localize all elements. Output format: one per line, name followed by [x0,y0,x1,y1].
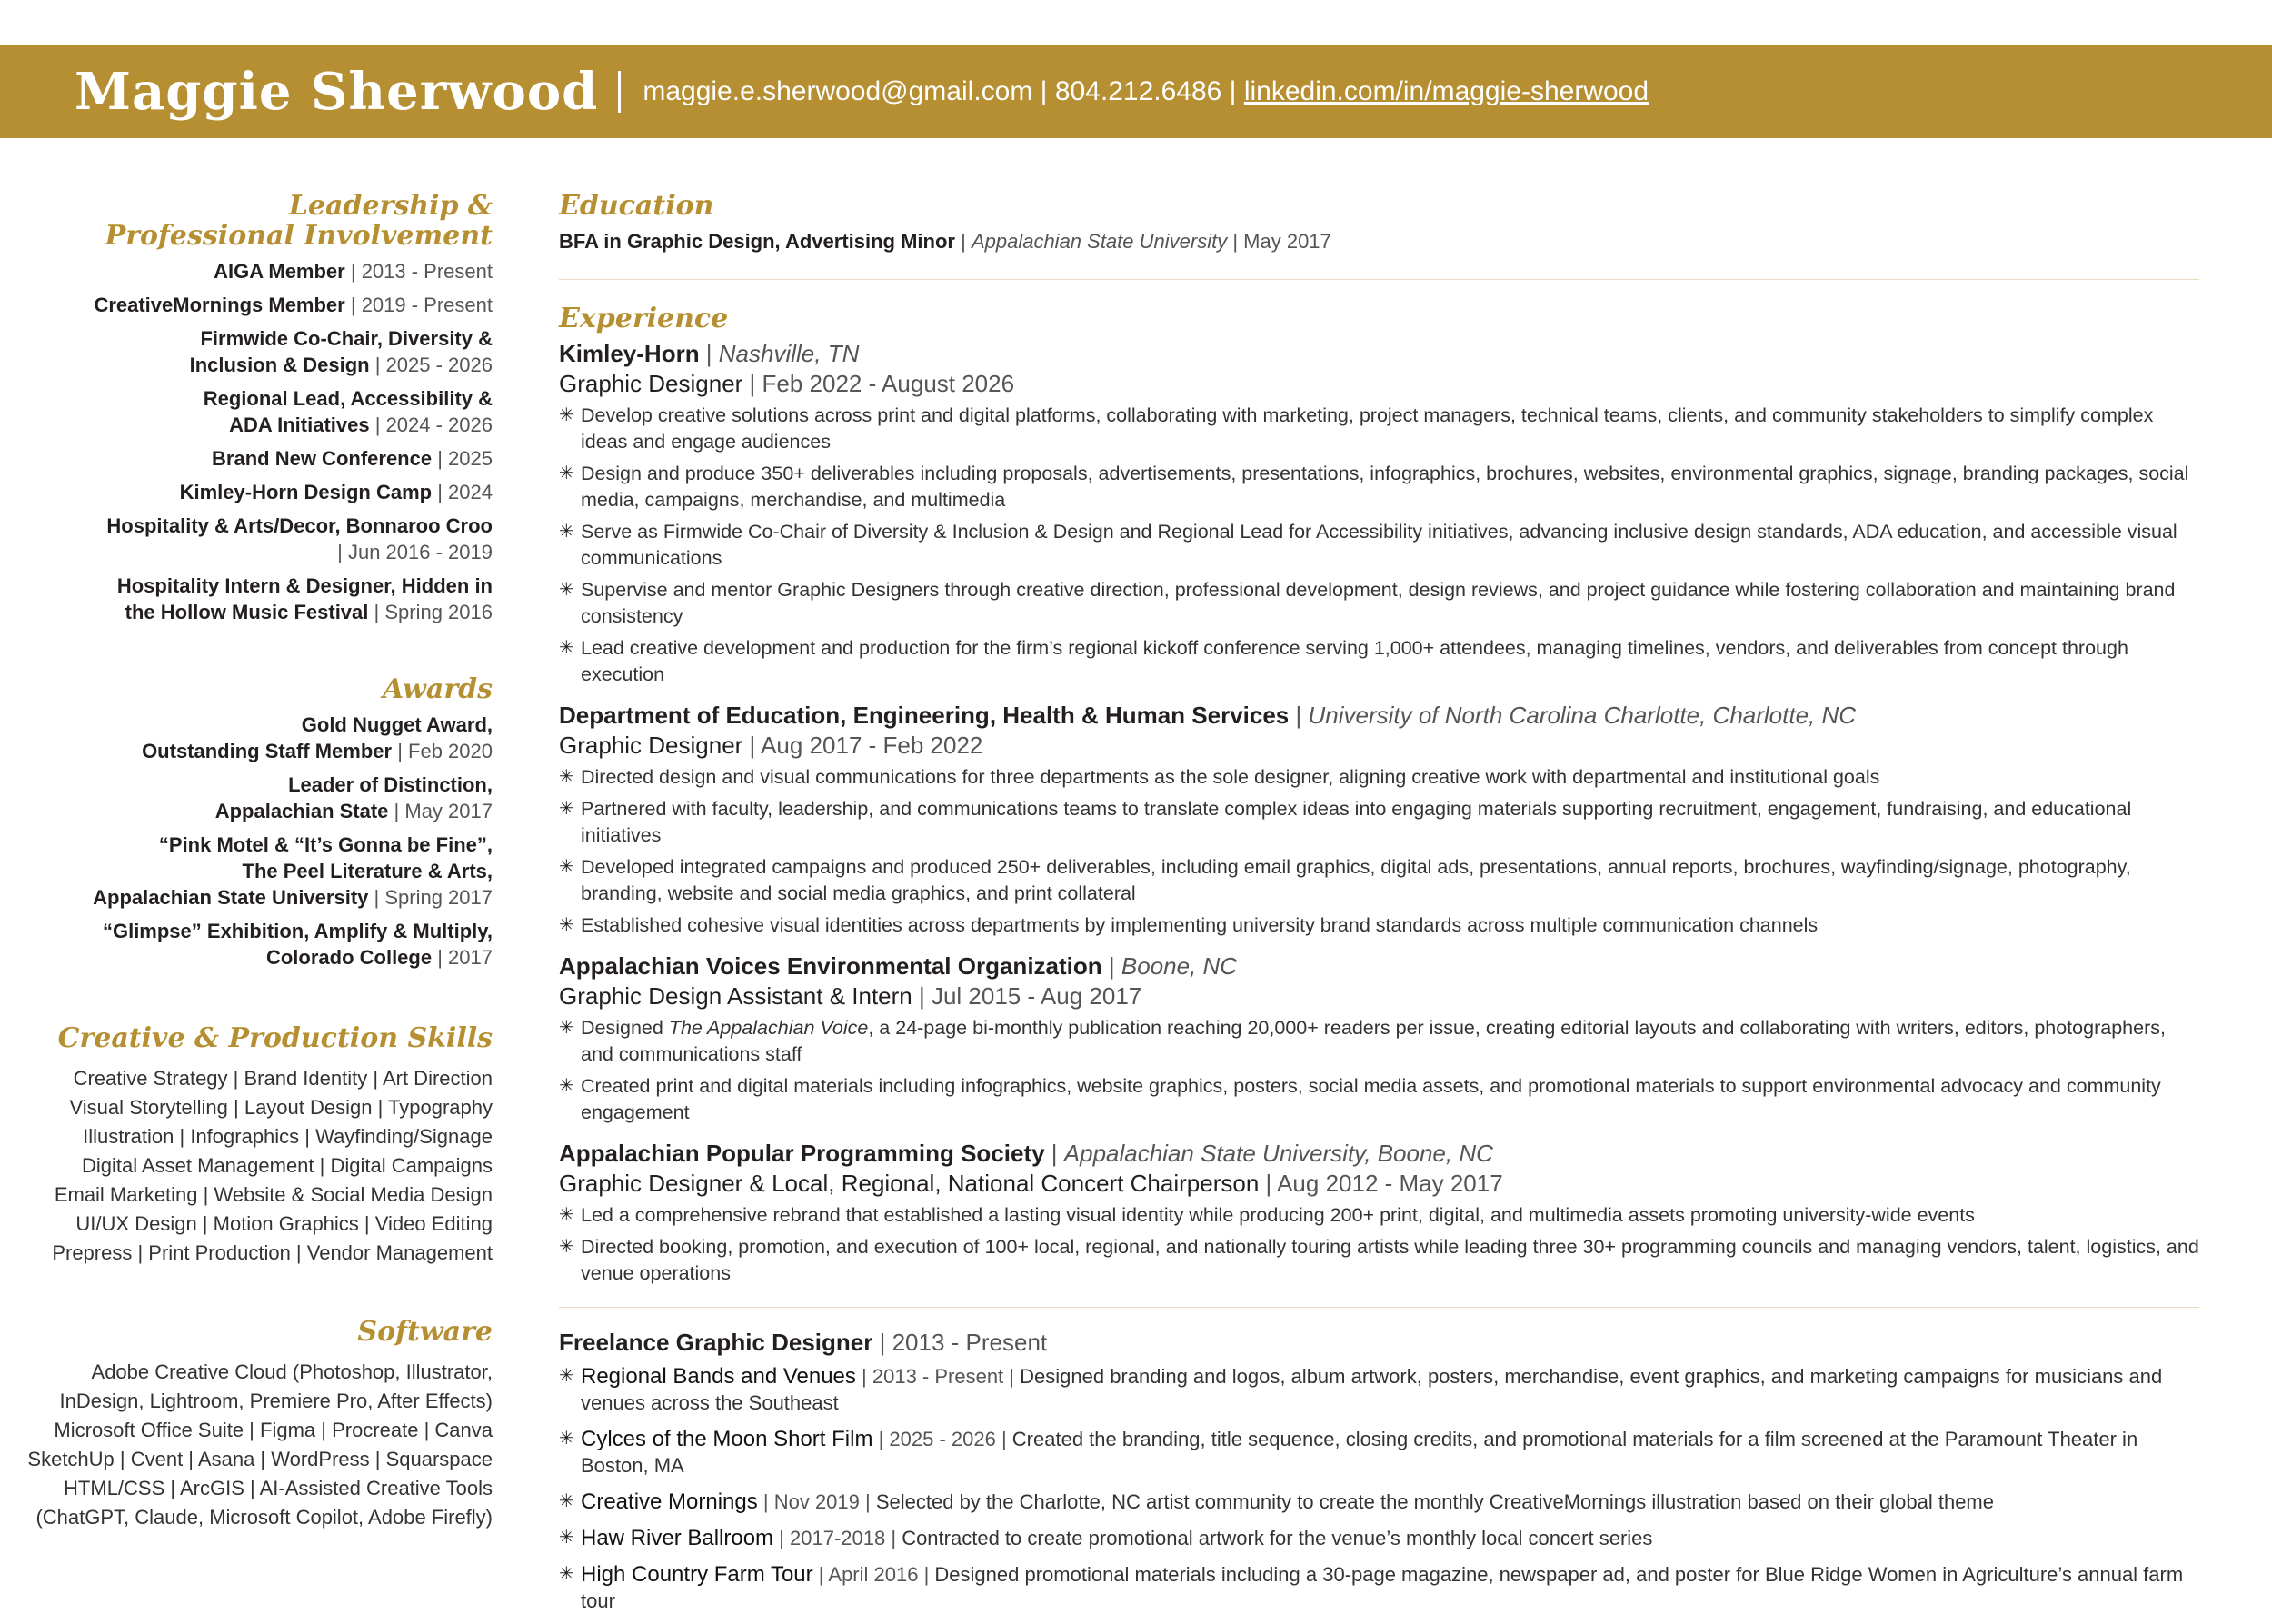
phone-number: 804.212.6486 [1054,76,1222,106]
award-date: Feb 2020 [408,740,493,762]
freelance-item-desc: Designed promotional materials including a 30-page magazine, newspaper ad, and poster for Blue Ridge Women in Agriculture’s annual farm tour [581,1563,2184,1612]
school: Appalachian State University [971,230,1228,253]
freelance-item-desc: Contracted to create promotional artwork for the venue’s monthly local concert series [902,1527,1653,1549]
job-bullet [559,1202,2199,1229]
freelance-item-desc: Selected by the Charlotte, NC artist community to create the monthly CreativeMornings illustration based on their global theme [875,1490,1994,1513]
software-title: Software [357,1316,493,1348]
freelance-item: ✳ Cylces of the Moon Short Film | 2025 - 2026 | Created the branding, title sequence, closing credits, and promotional materials for a film screened at the Paramount Theater in Boston, MA [559,1427,2138,1477]
job-role-line: Graphic Designer | Aug 2017 - Feb 2022 [559,732,983,759]
leadership-item-date: 2024 - 2026 [385,413,493,436]
freelance-item-desc: Created the branding, title sequence, closing credits, and promotional materials for a film screened at the Paramount Theater in Boston, MA [581,1428,2138,1477]
bullet-text: Established cohesive visual identities across departments by implementing university brand standards across multiple communication channels [581,914,1819,936]
freelance-item: ✳ Regional Bands and Venues | 2013 - Present | Designed branding and logos, album artwork, posters, merchandise, event graphics, and marketing campaigns for musicians and venues across the Southeast [559,1364,2163,1414]
job-role-line: Graphic Designer & Local, Regional, National Concert Chairperson | Aug 2012 - May 2017 [559,1170,1503,1197]
award-name: Appalachian State University [93,886,369,909]
leadership-item-date: Jun 2016 - 2019 [347,541,493,563]
bullet-text: Led a comprehensive rebrand that established a lasting visual identity while producing 200+ print, digital, and multimedia assets promoting university-wide events [581,1204,1975,1226]
bullet-text: , a 24-page bi-monthly publication reaching 20,000+ readers per issue, creating editorial layouts and collaborating with writers, editors, photographers, and communications staff [581,1017,2166,1065]
leadership-item-name: the Hollow Music Festival [125,601,369,623]
leadership-item: Firmwide Co-Chair, Diversity & Inclusion & Design | 2025 - 2026 [189,327,493,376]
leadership-item: Kimley-Horn Design Camp | 2024 [179,481,493,503]
freelance-client: Regional Bands and Venues [581,1364,856,1389]
freelance-item: ✳ Haw River Ballroom | 2017-2018 | Contracted to create promotional artwork for the venue’s monthly local concert series [559,1526,1653,1550]
job-location: University of North Carolina Charlotte, Charlotte, NC [1308,702,1857,729]
leadership-item-name: ADA Initiatives [229,413,370,436]
left-column [0,191,493,1532]
leadership-item: Regional Lead, Accessibility & ADA Initiatives | 2024 - 2026 [203,387,493,436]
education-date: May 2017 [1243,230,1331,253]
bullet-text: Directed booking, promotion, and execution of 100+ local, regional, and nationally touring artists while leading three 30+ programming councils and managing vendors, talent, logistics, and venue operations [581,1236,2199,1284]
degree: BFA in Graphic Design, Advertising Minor [559,230,955,253]
job-bullet [559,577,2199,630]
software-line: Adobe Creative Cloud (Photoshop, Illustrator, [91,1360,493,1383]
freelance-dates: 2013 - Present [892,1329,1048,1356]
award-name: “Pink Motel & “It’s Gonna be Fine”, [158,833,493,856]
freelance-item-date: 2025 - 2026 [889,1428,996,1450]
leadership-item-name: Kimley-Horn Design Camp [179,481,433,503]
publication-title: The Appalachian Voice [668,1017,869,1039]
job-org: Appalachian Popular Programming Society [559,1140,1045,1167]
software-line: HTML/CSS | ArcGIS | AI-Assisted Creative Tools [64,1477,493,1499]
award-date: 2017 [448,946,493,969]
freelance-section [559,1328,2199,1614]
bullet-text: Lead creative development and production for the firm’s regional kickoff conference serving 1,000+ attendees, managing timelines, vendors, and deliverables from concept through execution [581,637,2128,685]
asterisk-icon: ✳ [559,799,574,819]
job-location: Appalachian State University, Boone, NC [1063,1140,1493,1167]
leadership-title [0,191,493,251]
leadership-title-line2: Professional Involvement [105,220,493,252]
job-heading: Appalachian Popular Programming Society | Appalachian State University, Boone, NC [559,1140,1493,1167]
right-column [559,191,2199,1624]
email-link[interactable]: maggie.e.sherwood@gmail.com [643,76,1033,106]
award-name: “Glimpse” Exhibition, Amplify & Multiply, [102,920,493,942]
software-line: Microsoft Office Suite | Figma | Procreate | Canva [54,1419,493,1441]
bullet-text: Directed design and visual communications for three departments as the sole designer, aligning creative work with departmental and institutional goals [581,766,1880,788]
asterisk-icon: ✳ [559,1366,574,1386]
job-role: Graphic Designer [559,370,743,397]
job-role: Graphic Designer & Local, Regional, National Concert Chairperson [559,1170,1260,1197]
asterisk-icon: ✳ [559,1018,574,1038]
job-entry [559,951,2199,1126]
resume-name: Maggie Sherwood [75,62,599,122]
leadership-item-date: 2013 - Present [361,260,493,283]
asterisk-icon: ✳ [559,1491,574,1511]
award-name: The Peel Literature & Arts, [242,860,493,882]
asterisk-icon: ✳ [559,1528,574,1548]
job-bullet [559,854,2199,907]
leadership-item-name: Regional Lead, Accessibility & [203,387,493,410]
freelance-item-date: 2017-2018 [790,1527,886,1549]
leadership-item-name: Brand New Conference [212,447,433,470]
linkedin-link[interactable]: linkedin.com/in/maggie-sherwood [1243,76,1649,106]
freelance-title: Freelance Graphic Designer [559,1329,873,1356]
award-name: Colorado College [265,946,433,969]
contact-separator: | [1229,76,1244,106]
freelance-client: Cylces of the Moon Short Film [581,1427,873,1451]
freelance-item: ✳ Creative Mornings | Nov 2019 | Selected by the Charlotte, NC artist community to create the monthly CreativeMornings illustration based on their global theme [559,1489,1994,1514]
job-role-line: Graphic Designer | Feb 2022 - August 2026 [559,370,1015,397]
education-entry: BFA in Graphic Design, Advertising Minor | Appalachian State University | May 2017 [559,230,1331,253]
job-dates: Aug 2012 - May 2017 [1277,1170,1503,1197]
software-line: SketchUp | Cvent | Asana | WordPress | Squarspace [27,1448,493,1470]
bullet-text: Designed [581,1017,669,1039]
skills-line: Illustration | Infographics | Wayfinding/Signage [83,1125,493,1148]
skills-line: Creative Strategy | Brand Identity | Art Direction [73,1067,493,1090]
leadership-item-name: AIGA Member [214,260,345,283]
bullet-text: Design and produce 350+ deliverables including proposals, advertisements, presentations, infographics, brochures, websites, environmental graphics, signage, branding packages, social media, campaigns, merchandise, and multimedia [581,463,2189,511]
bullet-text: Supervise and mentor Graphic Designers through creative direction, professional development, design reviews, and project guidance while fostering collaboration and maintaining brand consistency [581,579,2176,627]
awards-section [0,674,493,971]
freelance-heading: Freelance Graphic Designer | 2013 - Present [559,1329,1048,1356]
job-bullet [559,764,2199,791]
section-divider [559,1307,2199,1308]
freelance-item: ✳ High Country Farm Tour | April 2016 | Designed promotional materials including a 30-page magazine, newspaper ad, and poster for Blue Ridge Women in Agriculture’s annual farm tour [559,1562,2184,1612]
job-entry [559,701,2199,939]
award-item: “Pink Motel & “It’s Gonna be Fine”, The Peel Literature & Arts, Appalachian State University | Spring 2017 [93,833,493,909]
job-entry [559,339,2199,688]
freelance-item-date: April 2016 [828,1563,919,1586]
experience-section [559,304,2199,1287]
job-bullet [559,519,2199,572]
contact-line [643,76,1649,107]
bullet-text: Serve as Firmwide Co-Chair of Diversity & Inclusion & Design and Regional Lead for Accessibility initiatives, advancing inclusive design standards, ADA education, and accessible visual communications [581,521,2177,569]
header-divider [618,71,621,113]
bullet-text: Developed integrated campaigns and produced 250+ deliverables, including email graphics, digital ads, presentations, annual reports, brochures, wayfinding/signage, photography, branding, website and social media graphics, and print collateral [581,856,2131,904]
job-heading: Department of Education, Engineering, Health & Human Services | University of North Carolina Charlotte, Charlotte, NC [559,702,1857,729]
leadership-item-name: Hospitality & Arts/Decor, Bonnaroo Croo [106,514,493,537]
job-dates: Feb 2022 - August 2026 [762,370,1015,397]
asterisk-icon: ✳ [559,405,574,425]
job-bullet [559,796,2199,849]
job-role: Graphic Designer [559,732,743,759]
job-bullet [559,1073,2199,1126]
leadership-item-name: Hospitality Intern & Designer, Hidden in [116,574,493,597]
asterisk-icon: ✳ [559,1564,574,1584]
asterisk-icon: ✳ [559,580,574,600]
skills-line: Visual Storytelling | Layout Design | Typography [69,1096,493,1119]
freelance-client: Haw River Ballroom [581,1526,774,1550]
job-bullet [559,403,2199,455]
job-entry [559,1139,2199,1287]
award-item: Leader of Distinction, Appalachian State | May 2017 [214,773,493,822]
skills-line: UI/UX Design | Motion Graphics | Video Editing [75,1212,493,1235]
asterisk-icon: ✳ [559,1429,574,1449]
leadership-item-date: 2025 [448,447,493,470]
bullet-text: Created print and digital materials including infographics, website graphics, posters, social media assets, and promotional materials to support environmental advocacy and community engagement [581,1075,2161,1123]
job-role: Graphic Design Assistant & Intern [559,982,912,1010]
leadership-title-line1: Leadership & [288,190,493,222]
leadership-item: Brand New Conference | 2025 [212,447,493,470]
award-name: Outstanding Staff Member [142,740,393,762]
job-dates: Jul 2015 - Aug 2017 [931,982,1142,1010]
skills-line: Email Marketing | Website & Social Media Design [54,1183,493,1206]
job-bullet [559,1015,2199,1068]
freelance-client: Creative Mornings [581,1489,758,1514]
asterisk-icon: ✳ [559,857,574,877]
award-date: May 2017 [404,800,493,822]
leadership-item: AIGA Member | 2013 - Present [214,260,493,283]
job-location: Boone, NC [1121,952,1238,980]
freelance-client: High Country Farm Tour [581,1562,813,1587]
skills-section [0,1023,493,1268]
experience-title: Experience [559,303,729,334]
leadership-item-name: CreativeMornings Member [94,294,345,316]
leadership-item-date: 2019 - Present [361,294,493,316]
asterisk-icon: ✳ [559,1205,574,1225]
award-date: Spring 2017 [384,886,493,909]
job-org: Department of Education, Engineering, Health & Human Services [559,702,1290,729]
job-heading: Appalachian Voices Environmental Organization | Boone, NC [559,952,1238,980]
job-role-line: Graphic Design Assistant & Intern | Jul 2015 - Aug 2017 [559,982,1142,1010]
education-section [559,191,2199,255]
leadership-item: CreativeMornings Member | 2019 - Present [94,294,493,316]
job-org: Kimley-Horn [559,340,700,367]
award-item: Gold Nugget Award, Outstanding Staff Member | Feb 2020 [142,713,493,762]
freelance-item-date: 2013 - Present [872,1365,1004,1388]
leadership-item: Hospitality Intern & Designer, Hidden in the Hollow Music Festival | Spring 2016 [116,574,493,623]
job-bullet [559,635,2199,688]
asterisk-icon: ✳ [559,915,574,935]
job-bullet [559,912,2199,939]
leadership-item-name: Inclusion & Design [189,354,370,376]
asterisk-icon: ✳ [559,638,574,658]
job-location: Nashville, TN [718,340,860,367]
asterisk-icon: ✳ [559,1076,574,1096]
leadership-item: Hospitality & Arts/Decor, Bonnaroo Croo | Jun 2016 - 2019 [106,514,493,563]
job-org: Appalachian Voices Environmental Organization [559,952,1102,980]
asterisk-icon: ✳ [559,463,574,483]
job-bullet [559,1234,2199,1287]
software-line: (ChatGPT, Claude, Microsoft Copilot, Adobe Firefly) [35,1506,493,1529]
job-bullet [559,461,2199,513]
award-item: “Glimpse” Exhibition, Amplify & Multiply, Colorado College | 2017 [102,920,493,969]
section-divider [559,279,2199,280]
skills-line: Prepress | Print Production | Vendor Management [52,1241,493,1264]
asterisk-icon: ✳ [559,522,574,542]
contact-separator: | [1040,76,1055,106]
education-title: Education [559,190,714,222]
skills-line: Digital Asset Management | Digital Campaigns [81,1154,493,1177]
asterisk-icon: ✳ [559,767,574,787]
skills-title: Creative & Production Skills [57,1022,493,1054]
header-banner [0,45,2272,138]
leadership-section [0,191,493,625]
asterisk-icon: ✳ [559,1237,574,1257]
awards-title: Awards [383,673,493,705]
job-dates: Aug 2017 - Feb 2022 [761,732,983,759]
award-name: Gold Nugget Award, [301,713,493,736]
freelance-item-desc: Designed branding and logos, album artwork, posters, merchandise, event graphics, and marketing campaigns for musicians and venues across the Southeast [581,1365,2163,1414]
award-name: Appalachian State [214,800,389,822]
leadership-item-name: Firmwide Co-Chair, Diversity & [200,327,493,350]
leadership-item-date: Spring 2016 [384,601,493,623]
leadership-item-date: 2024 [448,481,493,503]
bullet-text: Develop creative solutions across print and digital platforms, collaborating with marketing, project managers, technical teams, clients, and community stakeholders to simplify complex ideas and engage audiences [581,404,2154,453]
award-name: Leader of Distinction, [288,773,493,796]
software-line: InDesign, Lightroom, Premiere Pro, After Effects) [59,1390,493,1412]
freelance-item-date: Nov 2019 [773,1490,860,1513]
software-section [0,1317,493,1532]
job-heading: Kimley-Horn | Nashville, TN [559,340,860,367]
leadership-item-date: 2025 - 2026 [385,354,493,376]
bullet-text: Partnered with faculty, leadership, and communications teams to translate complex ideas into engaging materials supporting recruitment, engagement, fundraising, and educational initiatives [581,798,2132,846]
